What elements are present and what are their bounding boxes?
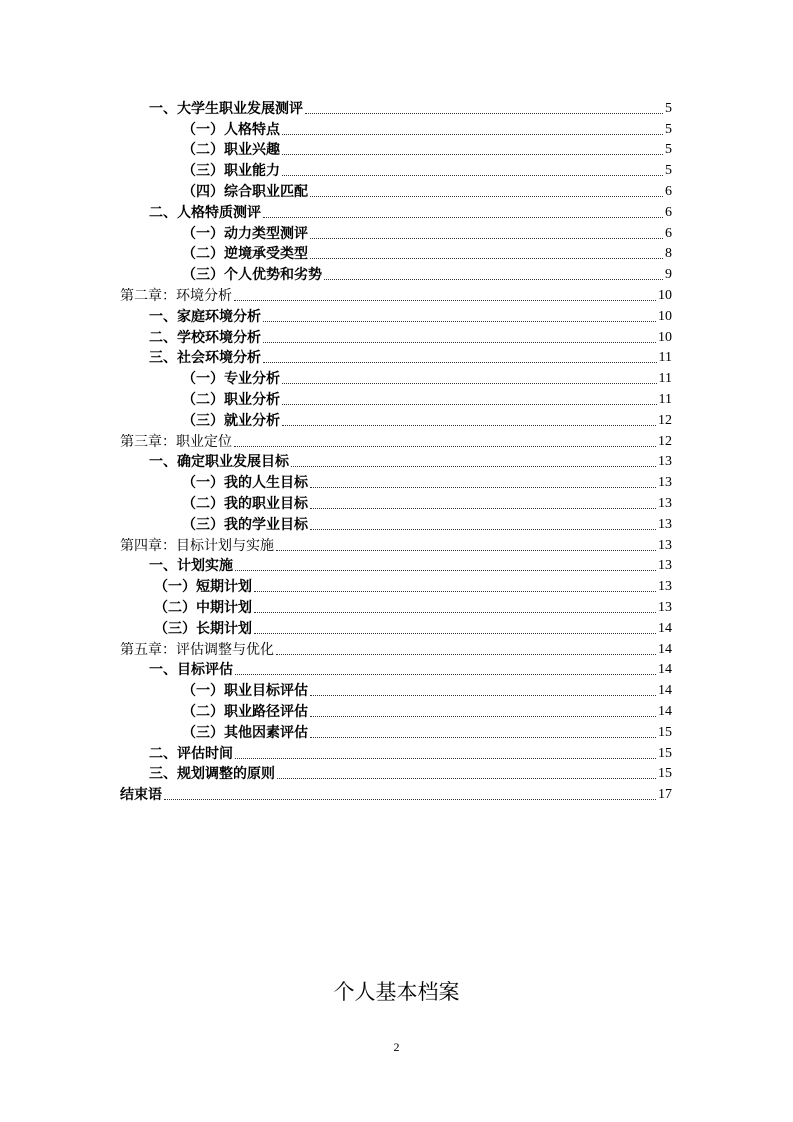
toc-entry-page: 14 — [658, 683, 672, 699]
toc-entry-page: 9 — [665, 267, 672, 283]
toc-dot-leader — [310, 487, 656, 488]
toc-entry[interactable] — [120, 701, 672, 722]
toc-entry-page: 13 — [658, 454, 672, 470]
toc-entry-page: 15 — [658, 724, 672, 740]
toc-entry-title: 二、学校环境分析 — [149, 329, 261, 346]
toc-entry-title: （三）长期计划 — [154, 620, 252, 637]
toc-entry[interactable] — [120, 597, 672, 618]
toc-entry[interactable] — [120, 368, 672, 389]
toc-dot-leader — [282, 425, 656, 426]
toc-entry-page: 10 — [658, 287, 672, 303]
toc-dot-leader — [235, 570, 656, 571]
toc-entry-page: 15 — [658, 745, 672, 761]
toc-entry-title: （二）职业分析 — [182, 391, 280, 408]
toc-dot-leader — [254, 612, 656, 613]
table-of-contents — [120, 98, 672, 805]
toc-entry[interactable] — [120, 660, 672, 681]
toc-entry-page: 6 — [665, 204, 672, 220]
toc-entry-page: 11 — [658, 391, 672, 407]
toc-entry-title: （三）我的学业目标 — [182, 516, 308, 533]
toc-entry-page: 5 — [665, 142, 672, 158]
toc-entry[interactable] — [120, 535, 672, 556]
toc-entry-title: 三、社会环境分析 — [149, 350, 261, 367]
toc-entry-page: 13 — [658, 579, 672, 595]
toc-dot-leader — [282, 154, 663, 155]
toc-entry[interactable] — [120, 722, 672, 743]
toc-entry[interactable] — [120, 306, 672, 327]
toc-entry-title: 三、规划调整的原则 — [149, 766, 275, 783]
toc-entry-title: （一）短期计划 — [154, 579, 252, 596]
toc-dot-leader — [254, 591, 656, 592]
toc-entry[interactable] — [120, 472, 672, 493]
toc-entry-page: 5 — [665, 163, 672, 179]
toc-dot-leader — [263, 342, 656, 343]
toc-entry-page: 13 — [658, 558, 672, 574]
toc-entry[interactable] — [120, 576, 672, 597]
toc-entry-title: 第三章：职业定位 — [120, 433, 232, 450]
toc-dot-leader — [310, 196, 663, 197]
toc-dot-leader — [310, 529, 656, 530]
toc-dot-leader — [235, 758, 656, 759]
toc-entry-page: 13 — [658, 537, 672, 553]
toc-entry-title: 二、人格特质测评 — [149, 204, 261, 221]
toc-entry-page: 13 — [658, 475, 672, 491]
toc-entry-title: （二）中期计划 — [154, 599, 252, 616]
toc-entry-page: 14 — [658, 662, 672, 678]
toc-entry-page: 10 — [658, 308, 672, 324]
toc-entry[interactable] — [120, 431, 672, 452]
toc-entry-page: 17 — [658, 787, 672, 803]
toc-entry[interactable] — [120, 285, 672, 306]
toc-entry-title: （一）我的人生目标 — [182, 475, 308, 492]
toc-entry-page: 13 — [658, 516, 672, 532]
toc-entry-title: 一、计划实施 — [149, 558, 233, 575]
toc-entry-page: 12 — [658, 433, 672, 449]
toc-entry-title: （一）专业分析 — [182, 371, 280, 388]
toc-dot-leader — [263, 321, 656, 322]
toc-dot-leader — [234, 446, 656, 447]
toc-entry[interactable] — [120, 202, 672, 223]
toc-dot-leader — [310, 737, 656, 738]
toc-entry-title: 第四章：目标计划与实施 — [120, 537, 274, 554]
toc-entry[interactable] — [120, 514, 672, 535]
toc-dot-leader — [235, 674, 656, 675]
toc-entry-title: 第二章：环境分析 — [120, 287, 232, 304]
toc-entry[interactable] — [120, 743, 672, 764]
toc-dot-leader — [310, 695, 656, 696]
toc-entry-page: 5 — [665, 121, 672, 137]
toc-entry[interactable] — [120, 223, 672, 244]
toc-dot-leader — [282, 175, 663, 176]
section-heading: 个人基本档案 — [333, 980, 460, 1004]
toc-dot-leader — [282, 134, 663, 135]
toc-entry-page: 13 — [658, 599, 672, 615]
toc-entry-title: 二、评估时间 — [149, 745, 233, 762]
toc-entry-title: （二）我的职业目标 — [182, 495, 308, 512]
toc-dot-leader — [277, 778, 656, 779]
toc-dot-leader — [263, 217, 663, 218]
toc-entry[interactable] — [120, 556, 672, 577]
toc-entry[interactable] — [120, 181, 672, 202]
toc-entry-title: 结束语 — [120, 787, 162, 804]
toc-entry-title: （三）其他因素评估 — [182, 724, 308, 741]
toc-entry[interactable] — [120, 264, 672, 285]
toc-entry-title: 一、大学生职业发展测评 — [149, 100, 303, 117]
toc-dot-leader — [310, 258, 663, 259]
toc-entry-page: 12 — [658, 412, 672, 428]
toc-entry[interactable] — [120, 327, 672, 348]
toc-entry-page: 14 — [658, 641, 672, 657]
toc-entry[interactable] — [120, 98, 672, 119]
toc-entry[interactable] — [120, 493, 672, 514]
toc-dot-leader — [282, 383, 657, 384]
toc-entry[interactable] — [120, 244, 672, 265]
toc-entry-title: （一）动力类型测评 — [182, 225, 308, 242]
toc-entry[interactable] — [120, 119, 672, 140]
toc-dot-leader — [263, 362, 657, 363]
toc-entry-title: （二）职业路径评估 — [182, 703, 308, 720]
toc-entry[interactable] — [120, 639, 672, 660]
toc-entry[interactable] — [120, 680, 672, 701]
toc-dot-leader — [291, 466, 656, 467]
toc-entry-page: 15 — [658, 766, 672, 782]
toc-entry-title: （二）逆境承受类型 — [182, 246, 308, 263]
toc-dot-leader — [254, 633, 656, 634]
toc-entry-title: （二）职业兴趣 — [182, 142, 280, 159]
toc-entry-title: 第五章：评估调整与优化 — [120, 641, 274, 658]
toc-dot-leader — [276, 654, 656, 655]
toc-entry-title: （一）人格特点 — [182, 121, 280, 138]
toc-entry-page: 11 — [658, 350, 672, 366]
page-number: 2 — [393, 1040, 400, 1054]
toc-dot-leader — [234, 300, 656, 301]
toc-dot-leader — [282, 404, 657, 405]
toc-dot-leader — [305, 113, 663, 114]
toc-entry-title: （三）职业能力 — [182, 163, 280, 180]
toc-entry[interactable] — [120, 389, 672, 410]
toc-entry-page: 11 — [658, 371, 672, 387]
toc-entry-title: （三）个人优势和劣势 — [182, 267, 322, 284]
toc-dot-leader — [310, 508, 656, 509]
toc-entry-page: 14 — [658, 703, 672, 719]
toc-entry[interactable] — [120, 140, 672, 161]
toc-dot-leader — [310, 238, 663, 239]
toc-entry-page: 13 — [658, 495, 672, 511]
toc-entry-page: 6 — [665, 183, 672, 199]
toc-entry[interactable] — [120, 452, 672, 473]
toc-entry-title: （一）职业目标评估 — [182, 683, 308, 700]
toc-entry-page: 5 — [665, 100, 672, 116]
toc-entry-page: 8 — [665, 246, 672, 262]
toc-entry-title: （三）就业分析 — [182, 412, 280, 429]
toc-entry-page: 10 — [658, 329, 672, 345]
toc-entry-page: 6 — [665, 225, 672, 241]
toc-entry-title: （四）综合职业匹配 — [182, 183, 308, 200]
toc-entry[interactable] — [120, 764, 672, 785]
toc-dot-leader — [310, 716, 656, 717]
toc-entry[interactable] — [120, 784, 672, 805]
toc-entry-title: 一、确定职业发展目标 — [149, 454, 289, 471]
toc-entry-title: 一、目标评估 — [149, 662, 233, 679]
toc-entry[interactable] — [120, 410, 672, 431]
toc-entry-title: 一、家庭环境分析 — [149, 308, 261, 325]
toc-dot-leader — [164, 799, 656, 800]
toc-dot-leader — [324, 279, 663, 280]
toc-entry[interactable] — [120, 618, 672, 639]
toc-entry[interactable] — [120, 160, 672, 181]
toc-entry-page: 14 — [658, 620, 672, 636]
toc-dot-leader — [276, 550, 656, 551]
toc-entry[interactable] — [120, 348, 672, 369]
